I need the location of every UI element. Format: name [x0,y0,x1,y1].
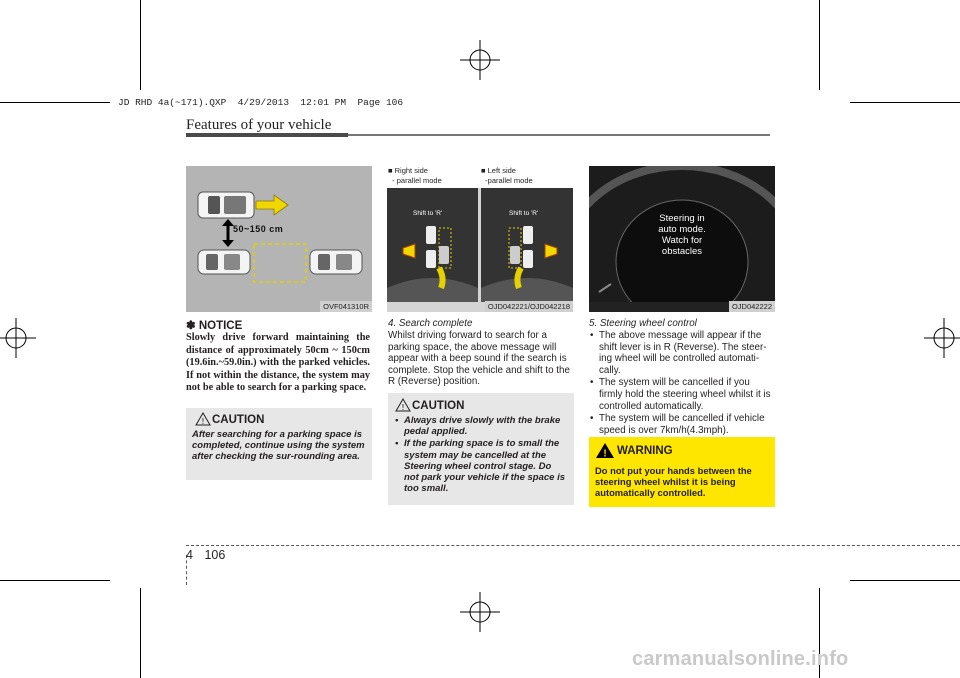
cluster-message-line: obstacles [661,246,703,257]
section-title: Features of your vehicle [186,117,332,133]
step-5-item: • The system will be cancelled if you firmly hold the steering wheel whilst it is controlled automatically. [589,377,775,412]
svg-text:!: ! [603,448,607,459]
svg-text:!: ! [201,417,205,426]
parked-car-icon [198,250,250,274]
screen-left-mode [481,188,573,302]
notice-body: Slowly drive forward maintaining the distance of approximately 50cm ~ 150cm (19.6in.~59.0in.) with the parked vehicles. If not within the distance, the system may not be able to search for a parking space. [186,332,370,394]
step-5-item: • The above message will appear if the shift lever is in R (Reverse). The steer-ing wheel will be controlled automati-cally. [589,330,775,376]
watermark: carmanualsonline.info [632,648,849,670]
cluster-message-line: auto mode. [658,224,706,235]
legend-right-side: ■ Right side - parallel mode [388,166,442,185]
page-number-value: 106 [204,548,226,562]
notice-title: ✽ NOTICE [186,320,243,332]
steering-control-figure [589,166,775,312]
step-5-title: 5. Steering wheel control [589,318,697,329]
screen-message: Shift to 'R' [509,210,539,217]
crop-mark [819,0,820,90]
warning-box [589,437,775,507]
crop-mark [0,580,110,581]
caution-box [388,393,574,505]
footer-dotted-rule [186,545,960,546]
page-number [186,548,225,562]
screen-message: Shift to 'R' [413,210,443,217]
step-4-body: Whilst driving forward to search for a parking space, the above message will appear with a beep sound if the search is complete. Stop the vehicle and shift to the R (Reverse) position. [388,330,570,388]
registration-target-icon [460,592,500,632]
moving-car-icon [198,192,254,218]
chapter-number: 4 [186,548,193,562]
search-complete-figure [387,188,573,312]
crop-mark [140,588,141,678]
step-5-item: • The system will be cancelled if vehicle speed is over 7km/h(4.3mph). [589,413,775,436]
crop-mark [0,102,110,103]
crop-mark [140,0,141,90]
title-rule-dark [186,133,348,137]
title-rule-light [348,134,770,136]
parked-car-icon [310,250,362,274]
caution-item: • If the parking space is to small the system may be cancelled at the Steering wheel control stage. Do not park your vehicle if the space is too small. [394,438,568,494]
caution-box [186,408,372,480]
step-4-title: 4. Search complete [388,318,473,329]
caution-item: • Always drive slowly with the brake pedal applied. [394,415,568,437]
cluster-message-line: Steering in [659,213,705,224]
distance-label: 50~150 cm [233,224,284,234]
registration-target-icon [924,318,960,358]
caution-text: After searching for a parking space is completed, continue using the system after checking the sur-rounding area. [192,429,365,463]
warning-triangle-icon [595,442,615,459]
legend-left-side: ■ Left side -parallel mode [481,166,533,185]
registration-target-icon [460,40,500,80]
figure-code: OVF041310R [320,301,372,312]
warning-title: WARNING [617,445,673,457]
cluster-message [645,213,719,257]
crop-mark [850,580,960,581]
warning-text: Do not put your hands between the steering wheel whilst it is being automatically controlled. [595,465,752,499]
cluster-message-line: Watch for [661,235,703,246]
step-5-list [589,330,775,437]
caution-triangle-icon [195,412,211,426]
svg-text:!: ! [401,403,405,412]
figure-code: OJD042221/OJD042218 [485,301,573,312]
crop-mark [850,102,960,103]
screen-right-mode [387,188,478,302]
registration-target-icon [0,318,36,358]
parking-distance-figure [186,166,372,312]
parking-diagram [186,166,372,312]
caution-triangle-icon [395,398,411,412]
figure-code: OJD042222 [729,301,775,312]
caution-title: CAUTION [412,400,465,412]
caution-title: CAUTION [212,414,265,426]
print-file-info: JD RHD 4a(~171).QXP 4/29/2013 12:01 PM Page 106 [118,97,404,108]
caution-list [394,415,568,495]
